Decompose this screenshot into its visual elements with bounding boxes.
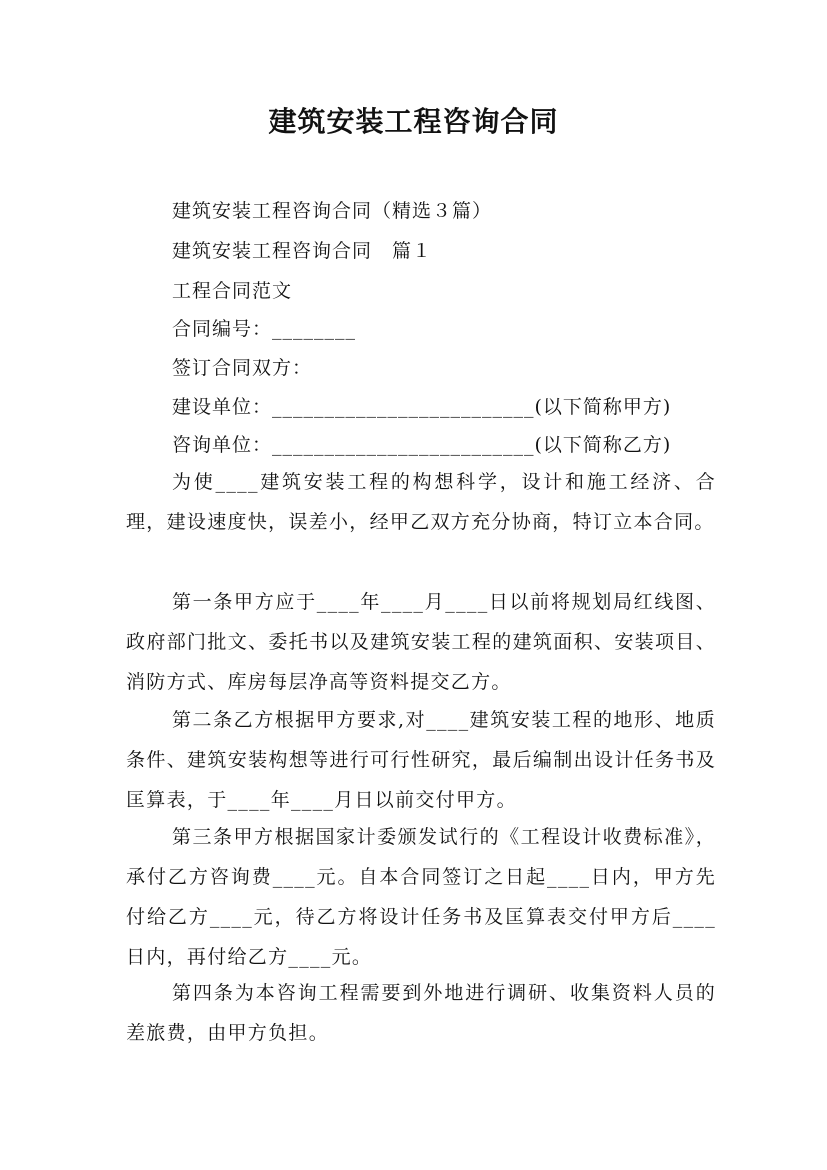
paragraph-article-1: 第一条甲方应于____年____月____日以前将规划局红线图、政府部门批文、委托书以及建筑安装工程的建筑面积、安装项目、消防方式、库房每层净高等资料提交乙方。: [126, 591, 716, 693]
subtitle-line: 建筑安装工程咨询合同（精选３篇）: [172, 200, 493, 222]
paragraph-article-2: 第二条乙方根据甲方要求,对____建筑安装工程的地形、地质条件、建筑安装构想等进行可行性研究，最后编制出设计任务书及匡算表，于____年____月日以前交付甲方。: [126, 709, 716, 811]
contract-number-line: 合同编号：________: [172, 318, 357, 340]
party-a-line: 建设单位：_________________________(以下简称甲方): [172, 396, 672, 418]
party-b-line: 咨询单位：_________________________(以下简称乙方): [172, 434, 672, 456]
parties-label: 签订合同双方：: [172, 357, 313, 379]
template-label: 工程合同范文: [172, 280, 293, 302]
paragraph-article-3: 第三条甲方根据国家计委颁发试行的《工程设计收费标准》，承付乙方咨询费____元。自本合同签订之日起____日内，甲方先付给乙方____元，待乙方将设计任务书及匡算表交付甲方后____日内，再付给乙方____元。: [126, 826, 716, 968]
paragraph-article-4: 第四条为本咨询工程需要到外地进行调研、收集资料人员的差旅费，由甲方负担。: [126, 982, 716, 1044]
document-title: 建筑安装工程咨询合同: [268, 105, 559, 138]
paragraph-intro: 为使____建筑安装工程的构想科学，设计和施工经济、合理，建设速度快，误差小，经甲乙双方充分协商，特订立本合同。: [126, 471, 716, 533]
section-heading: 建筑安装工程咨询合同 篇１: [172, 240, 433, 262]
